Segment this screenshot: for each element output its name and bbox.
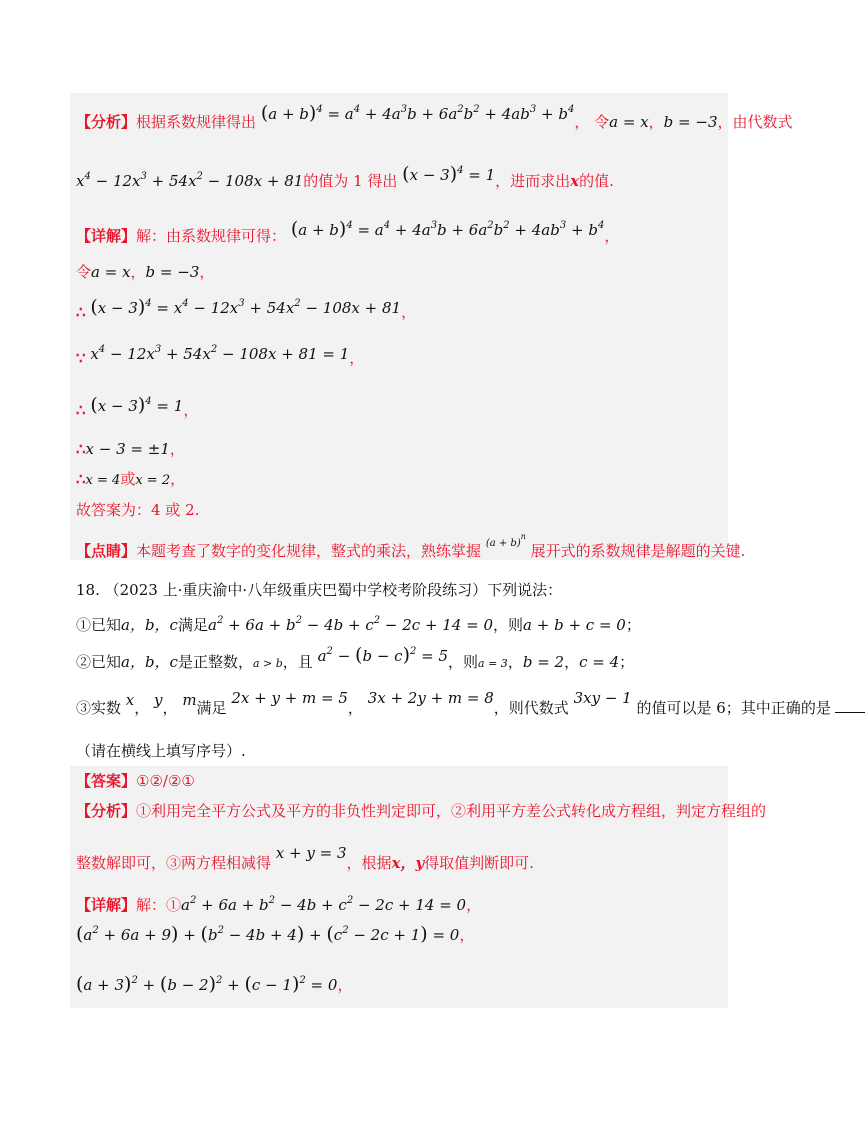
step-therefore-3: ∴x − 3 = ±1， <box>76 440 185 458</box>
step-because: ∵ $x^4 - 12x^3 + 54x^2 - 108x + 81 = 1$， <box>76 344 365 367</box>
analysis-tag: 【分析】 <box>76 113 137 131</box>
detail18-step2: $(a + 3)^2 + (b - 2)^2 + (c - 1)^2 = 0$， <box>76 973 353 995</box>
comment-line: 【点睛】本题考查了数字的变化规律，整式的乘法，熟练掌握 $^{(a + b)^n}$ 展开式的系数规律是解题的关键. <box>76 532 746 560</box>
analysis1-line: 【分析】根据系数规律得出 $(a + b)^4 = a^4 + 4a^3b + 6a^2b^2 + 4ab^3 + b^4$， 令a = x，b = −3，由代数式 <box>76 102 793 131</box>
step-therefore-1: ∴ $(x - 3)^4 = x^4 - 12x^3 + 54x^2 - 108x + 81$， <box>76 296 417 321</box>
step-therefore-2: ∴ $(x - 3)^4 = 1$， <box>76 394 199 419</box>
detail1-line: 【详解】解：由系数规律可得： $(a + b)^4 = a^4 + 4a^3b + 6a^2b^2 + 4ab^3 + b^4$， <box>76 218 620 245</box>
step-therefore-4: ∴x = 4或x = 2， <box>76 470 186 488</box>
answer-line: 故答案为：4 或 2. <box>76 501 200 519</box>
answer18-line: 【答案】①②/②① <box>76 772 195 790</box>
expansion-formula: $(a + b)^4 = a^4 + 4a^3b + 6a^2b^2 + 4ab^3 + b^4$ <box>260 102 575 124</box>
problem18-note: （请在横线上填写序号）. <box>76 742 246 760</box>
analysis18-line2: 整数解即可，③两方程相减得 x + y = 3，根据x，y得取值判断即可. <box>76 844 534 872</box>
polynomial-formula: $x^4 - 12x^3 + 54x^2 - 108x + 81$ <box>76 171 304 190</box>
problem18-title: 18. （2023 上·重庆渝中·八年级重庆巴蜀中学校考阶段练习）下列说法： <box>76 581 563 599</box>
analysis1-line2: $x^4 - 12x^3 + 54x^2 - 108x + 81$的值为 1 得出 $(x - 3)^4 = 1$，进而求出x的值. <box>76 163 614 190</box>
problem18-item2: ②已知a，b，c是正整数，a > b，且 $a^2 - (b - c)^2 = 5$，则a = 3，b = 2，c = 4； <box>76 644 635 671</box>
answer-blank[interactable] <box>835 712 865 713</box>
analysis18-line1: 【分析】①利用完全平方公式及平方的非负性判定即可，②利用平方差公式转化成方程组，判定方程组的 <box>76 802 767 820</box>
expansion-formula-2: $(a + b)^4 = a^4 + 4a^3b + 6a^2b^2 + 4ab^3 + b^4$ <box>290 218 605 240</box>
detail18-line: 【详解】解：$①a^2 + 6a + b^2 - 4b + c^2 - 2c + 14 = 0$， <box>76 895 482 914</box>
problem18-item1: ①已知a，b，c满足$a^2 + 6a + b^2 - 4b + c^2 - 2c + 14 = 0$，则a + b + c = 0； <box>76 615 641 634</box>
problem18-item3: ③实数 x， y， m满足 2x + y + m = 5， 3x + 2y + m = 8，则代数式 3xy − 1 的值可以是 6；其中正确的是 <box>76 698 865 718</box>
detail18-step1: $(a^2 + 6a + 9) + (b^2 - 4b + 4) + (c^2 - 2c + 1) = 0$， <box>76 923 475 945</box>
condition-formula: $(x - 3)^4 = 1$ <box>402 163 496 185</box>
step-let: 令a = x，b = −3， <box>76 263 215 281</box>
